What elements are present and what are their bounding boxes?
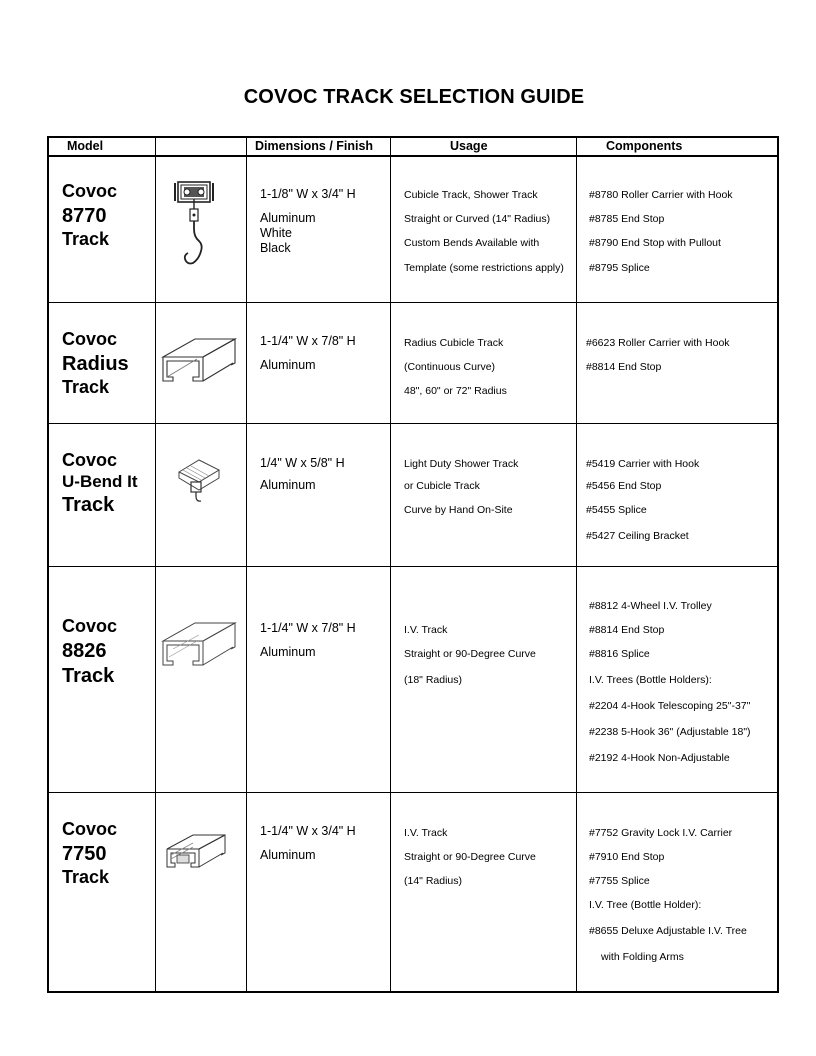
- header-usage: Usage: [450, 139, 488, 153]
- model-name: Covoc 7750 Track: [62, 819, 118, 887]
- table-row: Covoc 7750 Track 1-1/4" W x 3/4" H Aluminum I.V. Track Straight or 90-Degree Curve (14" Radius) #7752 Gravity Lock I.V. Carrier #7910 End Stop #7755 Splice I.V. Tree (Bottle Holder): #8655 Deluxe Adjustable I.V. Tree with Folding Arms: [62, 819, 747, 963]
- dimensions-finish: 1-1/4" W x 3/4" H Aluminum: [260, 824, 356, 862]
- dimensions-finish: 1-1/4" W x 7/8" H Aluminum: [260, 334, 356, 372]
- header-model: Model: [67, 139, 104, 153]
- table-row: Covoc 8826 Track 1-1/4" W x 7/8" H Aluminum I.V. Track Straight or 90-Degree Curve (18" Radius) #8812 4-Wheel I.V. Trolley #8814 End Stop #8816 Splice I.V. Trees (Bottle Holders): #2204 4-Hook Telescoping 25"-37" #2238 5-Hook 36" (Adjustable 18") #2192 4-Hook Non-Adjustable: [62, 600, 751, 764]
- model-name: Covoc 8826 Track: [62, 616, 118, 687]
- header-components: Components: [606, 139, 683, 153]
- track-7750-icon: [163, 833, 229, 875]
- track-selection-table: [47, 136, 779, 993]
- page-title: COVOC TRACK SELECTION GUIDE: [243, 86, 585, 108]
- table-row: Covoc Radius Track 1-1/4" W x 7/8" H Aluminum Radius Cubicle Track (Continuous Curve) 48", 60" or 72" Radius #6623 Roller Carrier with Hook #8814 End Stop: [62, 329, 730, 397]
- dimensions-finish: 1-1/8" W x 3/4" H Aluminum White Black: [260, 187, 356, 255]
- track-8770-icon: [167, 181, 219, 271]
- dimensions-finish: 1/4" W x 5/8" H Aluminum: [260, 456, 345, 492]
- table-header: [49, 138, 777, 157]
- header-dimensions: Dimensions / Finish: [255, 139, 374, 153]
- table-row: Covoc 8770 Track 1-1/8" W x 3/4" H Aluminum White Black Cubicle Track, Shower Track Straight or Curved (14" Radius) Custom Bends Available with Template (some restrictions apply) #8780 Roller Carrier with Hook #8785 End Stop #8790 End Stop with Pullout #8795 Splice: [62, 181, 733, 274]
- track-radius-icon: [159, 335, 239, 387]
- model-name: Covoc U-Bend It Track: [62, 450, 138, 516]
- model-name: Covoc 8770 Track: [62, 181, 118, 249]
- dimensions-finish: 1-1/4" W x 7/8" H Aluminum: [260, 621, 356, 659]
- track-8826-icon: [159, 619, 239, 671]
- model-name: Covoc Radius Track: [62, 329, 129, 397]
- track-u-bend-icon: [173, 458, 223, 504]
- table-row: Covoc U-Bend It Track 1/4" W x 5/8" H Aluminum Light Duty Shower Track or Cubicle Track Curve by Hand On-Site #5419 Carrier with Hook #5456 End Stop #5455 Splice #5427 Ceiling Bracket: [62, 450, 700, 542]
